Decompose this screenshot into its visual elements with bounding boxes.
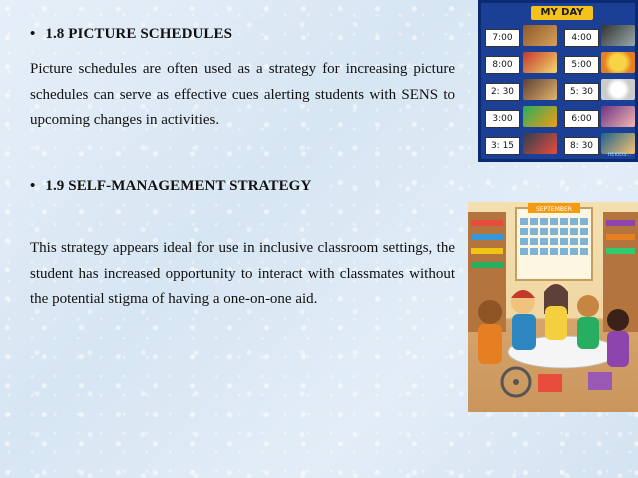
schedule-time: 5: 30	[564, 83, 599, 101]
classroom-illustration	[468, 202, 638, 412]
activity-picture	[523, 25, 557, 46]
activity-picture	[523, 52, 557, 73]
activity-picture	[601, 133, 635, 154]
activity-picture	[601, 25, 635, 46]
activity-picture	[601, 79, 635, 100]
picture-schedule-image	[478, 0, 638, 162]
schedule-time: 7:00	[485, 29, 520, 47]
section-heading-self-management	[30, 178, 311, 195]
heading-text: 1.8 PICTURE SCHEDULES	[45, 26, 233, 42]
bullet: •	[30, 178, 36, 194]
schedule-title: MY DAY	[531, 6, 593, 20]
activity-picture	[601, 52, 635, 73]
paragraph-self-management: This strategy appears ideal for use in inclusive classroom settings, the student has increased opportunity to interact with classmates without the potential stigma of having a one-on-one aid.	[30, 240, 455, 307]
heading-text: 1.9 SELF-MANAGEMENT STRATEGY	[45, 178, 312, 194]
calendar-label: SEPTEMBER	[536, 206, 572, 213]
schedule-time: 3:00	[485, 110, 520, 128]
schedule-time: 3: 15	[485, 137, 520, 155]
activity-picture	[601, 106, 635, 127]
schedule-footer: HEKIDS...	[607, 152, 631, 158]
activity-picture	[523, 133, 557, 154]
classroom-image	[468, 202, 638, 412]
paragraph-picture-schedules: Picture schedules are often used as a strategy for increasing picture schedules can serve as effective cues alerting students with SENS to upcoming changes in activities.	[30, 61, 455, 128]
activity-picture	[523, 79, 557, 100]
schedule-time: 4:00	[564, 29, 599, 47]
schedule-time: 5:00	[564, 56, 599, 74]
schedule-time: 8: 30	[564, 137, 599, 155]
schedule-time: 6:00	[564, 110, 599, 128]
bullet: •	[30, 26, 36, 42]
section-heading-picture-schedules	[30, 26, 232, 43]
activity-picture	[523, 106, 557, 127]
schedule-time: 8:00	[485, 56, 520, 74]
schedule-time: 2: 30	[485, 83, 520, 101]
